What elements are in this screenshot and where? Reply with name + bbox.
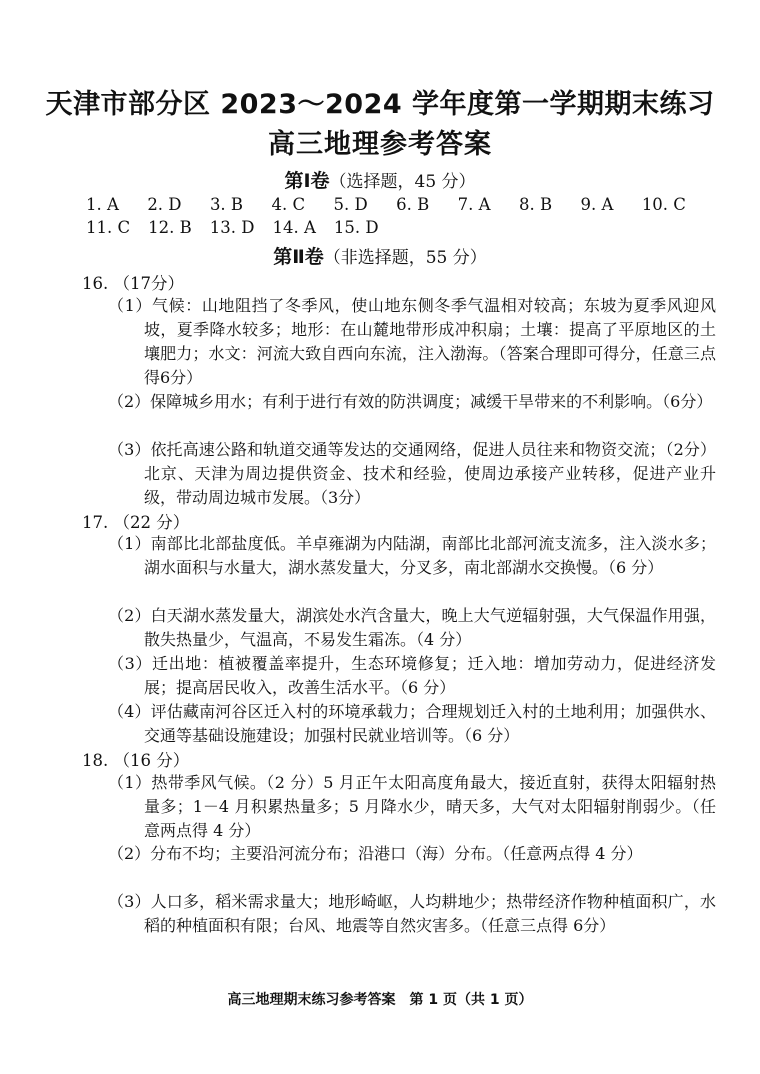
question-16-answer-1: （1）气候：山地阻挡了冬季风，使山地东侧冬季气温相对较高；东坡为夏季风迎风坡，夏季降水较多；地形：在山麓地带形成冲积扇；土壤：提高了平原地区的土壤肥力；水文：河流大致自西向东流，注入渤海。（答案合理即可得分，任意三点得6分） — [108, 296, 716, 387]
question-18-header: 18. （16 分） — [82, 751, 190, 770]
answer: 5. D — [333, 195, 368, 214]
answer: 14. A — [272, 218, 316, 237]
answer: 12. B — [148, 218, 192, 237]
answer: 11. C — [86, 218, 131, 237]
answer: 3. B — [209, 195, 244, 214]
answer: 10. C — [641, 195, 686, 214]
document-title: 天津市部分区 2023～2024 学年度第一学期期末练习 — [45, 89, 715, 120]
answer: 1. A — [86, 195, 119, 214]
part2-volume: 第Ⅱ卷 — [273, 246, 324, 268]
question-16-answer-3: （3）依托高速公路和轨道交通等发达的交通网络，促进人员往来和物资交流；（2分）北京、天津为周边提供资金、技术和经验，使周边承接产业转移，促进产业升级，带动周边城市发展。（3分） — [108, 440, 716, 507]
page-footer: 高三地理期末练习参考答案 第 1 页（共 1 页） — [227, 992, 533, 1008]
part1-note: （选择题，45 分） — [329, 172, 476, 192]
question-17-answer-2: （2）白天湖水蒸发量大，湖滨处水汽含量大，晚上大气逆辐射强，大气保温作用强，散失热量少，气温高，不易发生霜冻。（4 分） — [108, 606, 716, 649]
answer: 8. B — [518, 195, 553, 214]
part1-volume: 第Ⅰ卷 — [284, 170, 330, 192]
question-18-answer-2: （2）分布不均；主要沿河流分布；沿港口（海）分布。（任意两点得 4 分） — [108, 844, 643, 863]
choice-answers-row-1 — [86, 195, 686, 214]
question-18-answer-1: （1）热带季风气候。（2 分）5 月正午太阳高度角最大，接近直射，获得太阳辐射热量多；1－4 月积累热量多；5 月降水少，晴天多，大气对太阳辐射削弱少。（任意两点得 4 分） — [108, 773, 716, 840]
answer: 7. A — [457, 195, 491, 214]
choice-answers-row-2 — [86, 218, 686, 237]
answer: 9. A — [580, 195, 614, 214]
question-16-header: 16. （17分） — [82, 274, 184, 293]
answer: 13. D — [209, 218, 255, 237]
answer: 2. D — [147, 195, 182, 214]
document-subtitle: 高三地理参考答案 — [268, 129, 492, 160]
answer: 15. D — [333, 218, 379, 237]
part2-heading — [0, 242, 760, 269]
question-18-answer-3: （3）人口多，稻米需求量大；地形崎岖，人均耕地少；热带经济作物种植面积广，水稻的种植面积有限；台风、地震等自然灾害多。（任意三点得 6分） — [108, 892, 716, 935]
question-17-header: 17. （22 分） — [82, 513, 190, 532]
part1-heading — [0, 166, 760, 193]
question-17-answer-4: （4）评估藏南河谷区迁入村的环境承载力；合理规划迁入村的土地利用；加强供水、交通等基础设施建设；加强村民就业培训等。（6 分） — [108, 702, 716, 745]
question-17-answer-1: （1）南部比北部盐度低。羊卓雍湖为内陆湖，南部比北部河流支流多，注入淡水多；湖水面积与水量大，湖水蒸发量大，分叉多，南北部湖水交换慢。（6 分） — [108, 534, 716, 577]
question-16-answer-2: （2）保障城乡用水；有利于进行有效的防洪调度；减缓干旱带来的不利影响。（6分） — [108, 392, 713, 411]
question-17-answer-3: （3）迁出地：植被覆盖率提升，生态环境修复；迁入地：增加劳动力，促进经济发展；提高居民收入，改善生活水平。（6 分） — [108, 654, 716, 697]
answer: 6. B — [396, 195, 430, 214]
answer: 4. C — [271, 195, 306, 214]
part2-note: （非选择题，55 分） — [323, 248, 487, 268]
